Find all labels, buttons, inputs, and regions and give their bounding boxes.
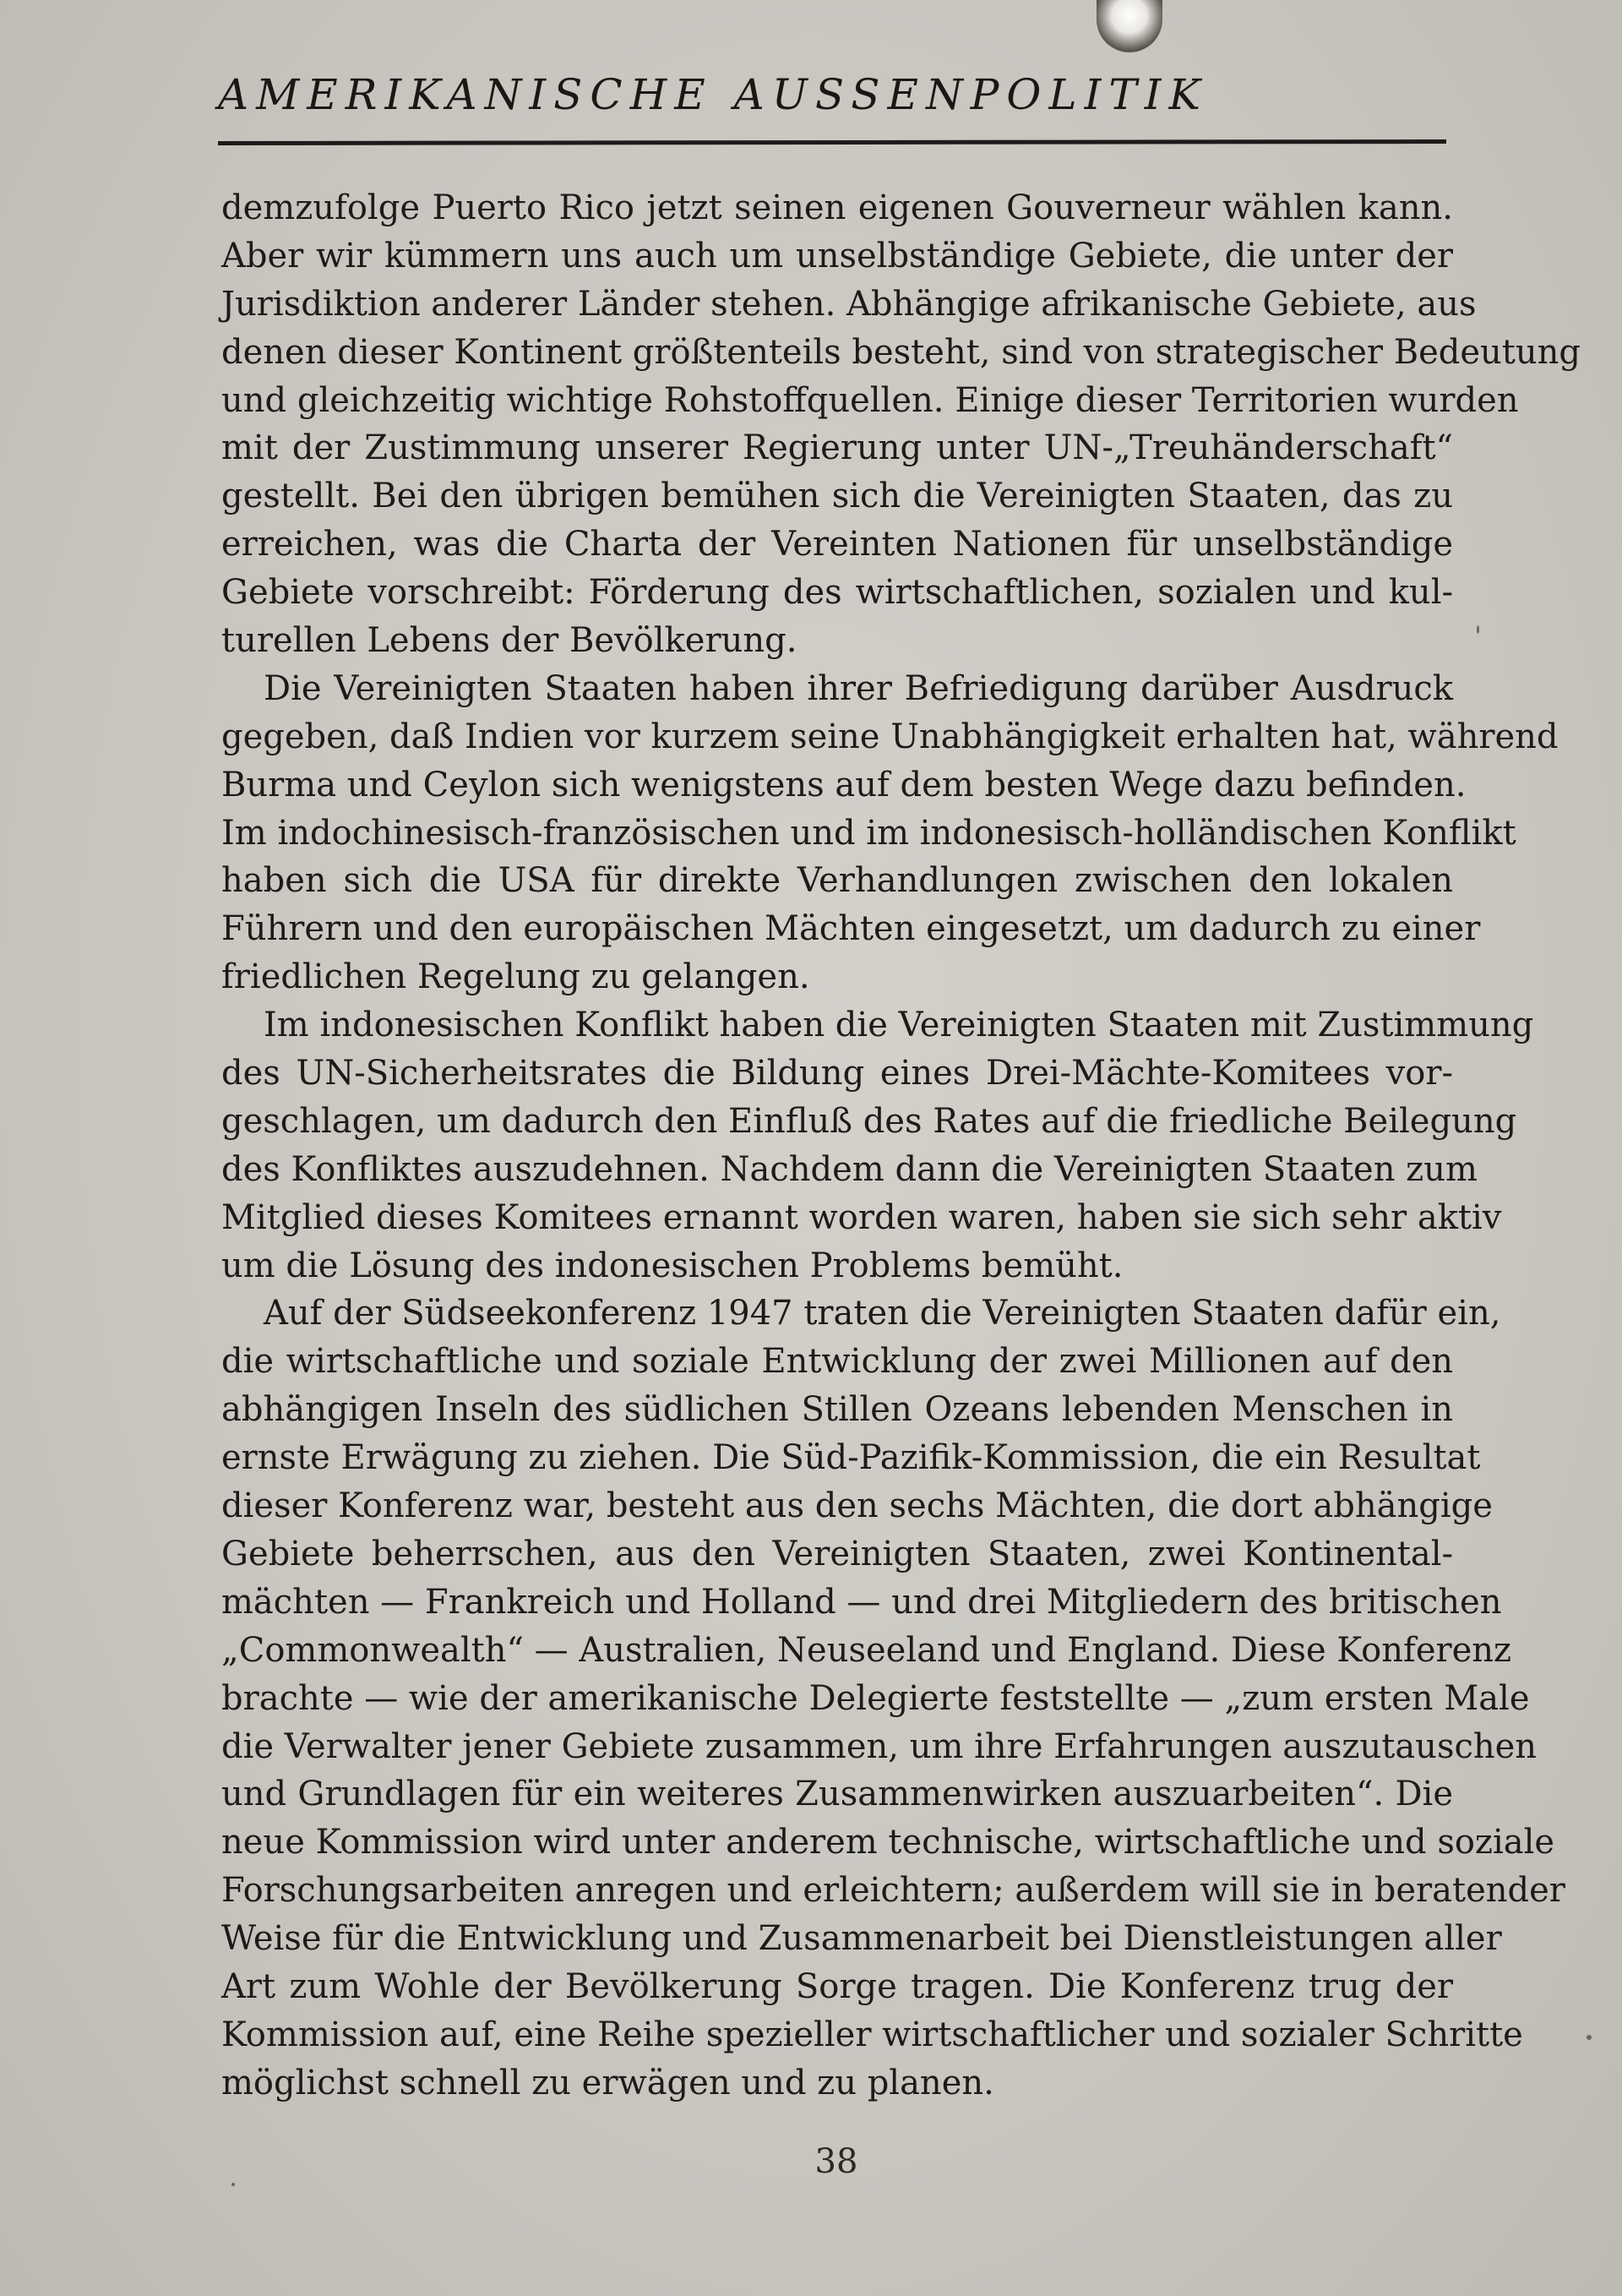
text-line: erreichen, was die Charta der Vereinten Nationen für unselbständige — [221, 525, 1453, 564]
header-rule — [218, 139, 1446, 145]
text-line: Auf der Südseekonferenz 1947 traten die Vereinigten Staaten dafür ein, — [264, 1294, 1501, 1333]
paper-speck — [231, 2183, 235, 2186]
text-line: demzufolge Puerto Rico jetzt seinen eigenen Gouverneur wählen kann. — [221, 188, 1453, 227]
text-line: Im indochinesisch-französischen und im indonesisch-holländischen Konflikt — [221, 813, 1516, 853]
text-line: die Verwalter jener Gebiete zusammen, um ihre Erfahrungen auszutauschen — [221, 1726, 1538, 1766]
text-line: mächten — Frankreich und Holland — und drei Mitgliedern des britischen — [221, 1582, 1502, 1622]
text-line: geschlagen, um dadurch den Einfluß des Rates auf die friedliche Beilegung — [221, 1101, 1517, 1141]
text-line: des UN-Sicherheitsrates die Bildung eines Drei-Mächte-Komitees vor- — [221, 1054, 1453, 1093]
text-line: Führern und den europäischen Mächten eingesetzt, um dadurch zu einer — [221, 909, 1481, 949]
text-line: brachte — wie der amerikanische Delegierte feststellte — „zum ersten Male — [221, 1678, 1530, 1718]
text-line: haben sich die USA für direkte Verhandlungen zwischen den lokalen — [221, 861, 1453, 901]
text-line: Gebiete vorschreibt: Förderung des wirtschaftlichen, sozialen und kul- — [221, 573, 1453, 613]
text-line: Art zum Wohle der Bevölkerung Sorge tragen. Die Konferenz trug der — [221, 1966, 1453, 2006]
body-text — [221, 184, 1581, 2108]
text-line: dieser Konferenz war, besteht aus den sechs Mächten, die dort abhängige — [221, 1486, 1493, 1526]
text-line: Gebiete beherrschen, aus den Vereinigten Staaten, zwei Kontinental- — [221, 1534, 1453, 1573]
text-line: Burma und Ceylon sich wenigstens auf dem besten Wege dazu befinden. — [221, 765, 1467, 804]
running-head: AMERIKANISCHE AUSSENPOLITIK — [218, 70, 1208, 119]
text-line: und Grundlagen für ein weiteres Zusammenwirken auszuarbeiten“. Die — [221, 1775, 1453, 1814]
text-line: neue Kommission wird unter anderem technische, wirtschaftliche und soziale — [221, 1823, 1555, 1862]
text-line: um die Lösung des indonesischen Problems bemüht. — [221, 1246, 1124, 1285]
text-line: Aber wir kümmern uns auch um unselbständige Gebiete, die unter der — [221, 236, 1453, 275]
paper-speck — [1477, 625, 1479, 634]
text-line: Forschungsarbeiten anregen und erleichtern; außerdem will sie in beratender — [221, 1871, 1565, 1911]
text-line: die wirtschaftliche und soziale Entwicklung der zwei Millionen auf den — [221, 1342, 1453, 1382]
text-line: Jurisdiktion anderer Länder stehen. Abhängige afrikanische Gebiete, aus — [221, 284, 1477, 324]
text-line: Weise für die Entwicklung und Zusammenarbeit bei Dienstleistungen aller — [221, 1919, 1502, 1959]
text-line: turellen Lebens der Bevölkerung. — [221, 621, 797, 661]
text-line: des Konfliktes auszudehnen. Nachdem dann die Vereinigten Staaten zum — [221, 1149, 1478, 1189]
text-line: denen dieser Kontinent größtenteils besteht, sind von strategischer Bedeutung — [221, 332, 1581, 372]
text-line: ernste Erwägung zu ziehen. Die Süd-Pazifik-Kommission, die ein Resultat — [221, 1438, 1481, 1478]
text-line: Mitglied dieses Komitees ernannt worden waren, haben sie sich sehr aktiv — [221, 1197, 1502, 1237]
text-line: Im indonesischen Konflikt haben die Vereinigten Staaten mit Zustimmung — [264, 1006, 1534, 1045]
text-line: gegeben, daß Indien vor kurzem seine Unabhängigkeit erhalten hat, während — [221, 717, 1559, 756]
text-line: „Commonwealth“ — Australien, Neuseeland und England. Diese Konferenz — [221, 1630, 1512, 1670]
text-line: friedlichen Regelung zu gelangen. — [221, 957, 810, 997]
text-line: möglichst schnell zu erwägen und zu planen. — [221, 2063, 994, 2102]
text-line: gestellt. Bei den übrigen bemühen sich die Vereinigten Staaten, das zu — [221, 477, 1453, 516]
text-line: Die Vereinigten Staaten haben ihrer Befriedigung darüber Ausdruck — [264, 668, 1453, 708]
punch-hole — [1097, 0, 1162, 52]
text-line: mit der Zustimmung unserer Regierung unter UN-„Treuhänderschaft“ — [221, 428, 1453, 468]
text-line: und gleichzeitig wichtige Rohstoffquellen. Einige dieser Territorien wurden — [221, 380, 1519, 420]
text-line: Kommission auf, eine Reihe spezieller wirtschaftlicher und sozialer Schritte — [221, 2015, 1523, 2054]
text-line: abhängigen Inseln des südlichen Stillen Ozeans lebenden Menschen in — [221, 1390, 1453, 1430]
page-number: 38 — [814, 2142, 858, 2181]
paper-speck — [1587, 2035, 1592, 2040]
